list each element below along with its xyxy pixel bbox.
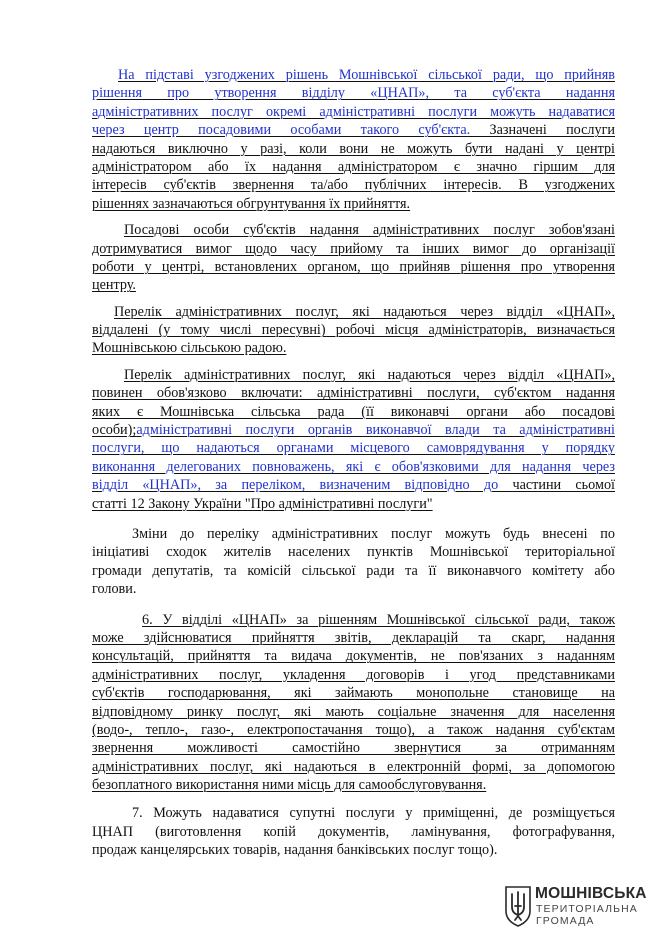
community-logo	[504, 885, 647, 927]
paragraph-5	[92, 525, 615, 599]
text-line	[92, 258, 615, 276]
text-segment: ініціативі сходок жителів населених пунктів Мошнівської територіальної	[92, 544, 615, 561]
text-segment: яких є Мошнівська сільська рада (її виконавчі органи або посадові	[92, 403, 615, 420]
text-line	[92, 841, 615, 859]
text-line	[92, 421, 615, 439]
text-line	[92, 495, 615, 513]
text-segment: частини сьомої	[512, 477, 615, 494]
text-segment: може здійснюватися прийняття звітів, декларацій та скарг, надання	[92, 629, 615, 646]
linked-text[interactable]: через центр посадовими особами такого суб'єкта.	[92, 122, 490, 139]
text-line	[92, 384, 615, 402]
text-line	[92, 276, 615, 294]
text-line	[92, 158, 615, 176]
text-segment: продаж канцелярських товарів, надання банківських послуг тощо).	[92, 842, 498, 859]
text-line	[92, 121, 615, 139]
paragraph-7	[92, 804, 615, 859]
text-line	[92, 758, 615, 776]
logo-subtitle-2: ГРОМАДА	[536, 915, 595, 927]
text-line	[92, 103, 615, 121]
linked-text[interactable]: адміністративних послуг окремі адміністративні послуги можуть надаватися	[92, 103, 615, 120]
text-segment: У відділі «ЦНАП» за рішенням Мошнівської сільської ради, також	[162, 611, 616, 628]
text-segment: суб'єктів господарювання, які займають монопольне становище на	[92, 685, 615, 702]
paragraph-4	[92, 366, 615, 513]
trident-shield-icon	[504, 885, 532, 927]
document-body	[92, 66, 615, 860]
text-segment: адміністративних послуг, укладення договорів і угод представниками	[92, 666, 615, 683]
text-segment: Перелік адміністративних послуг, які надаються через відділ «ЦНАП»,	[124, 366, 615, 383]
text-segment: Зазначені послуги	[489, 122, 615, 139]
text-segment: (водо-, тепло-, газо-, електропостачання тощо), а також надання суб'єктам	[92, 721, 615, 738]
text-line	[92, 703, 615, 721]
text-segment: Посадові особи суб'єктів надання адміністративних послуг зобов'язані	[124, 222, 615, 239]
paragraph-2	[92, 221, 615, 295]
text-segment: безоплатного використання ними місць для самообслуговування.	[92, 777, 487, 794]
logo-subtitle-1: ТЕРИТОРІАЛЬНА	[536, 903, 638, 915]
text-segment: консультацій, прийняття та видача документів, не пов'язаних з наданням	[92, 648, 615, 665]
linked-text[interactable]: послуги, що надаються органами місцевого самоврядування у порядку	[92, 440, 615, 457]
text-line	[92, 140, 615, 158]
text-line	[92, 739, 615, 757]
paragraph-6	[92, 611, 615, 795]
text-segment: віддалені (у тому числі пересувні) робочі місця адміністраторів, визначається	[92, 322, 615, 339]
text-segment: Мошнівською сільською радою.	[92, 340, 287, 357]
text-segment: 6.	[142, 611, 163, 628]
text-line	[92, 684, 615, 702]
text-line	[92, 303, 615, 321]
text-line	[92, 629, 615, 647]
text-segment: особи);	[92, 422, 137, 439]
text-segment: рішеннях зазначаються обгрунтування їх прийняття.	[92, 195, 411, 212]
text-line	[92, 543, 615, 561]
linked-text[interactable]: виконання делегованих повноважень, які є обов'язковими для надання через	[92, 458, 615, 475]
text-line	[92, 721, 615, 739]
text-segment: голови.	[92, 581, 137, 598]
text-line	[92, 611, 615, 629]
text-line	[92, 476, 615, 494]
text-line	[92, 195, 615, 213]
linked-text[interactable]: рішення про утворення відділу «ЦНАП», та суб'єкта надання	[92, 85, 615, 102]
text-line	[92, 580, 615, 598]
text-segment: інтересів суб'єктів звернення та/або публічних інтересів. В узгоджених	[92, 177, 615, 194]
text-segment: ЦНАП (виготовлення копій документів, ламінування, фотографування,	[92, 823, 615, 840]
text-segment: статті 12 Закону України "Про адміністративні послуги"	[92, 495, 433, 512]
text-line	[92, 84, 615, 102]
paragraph-1	[92, 66, 615, 213]
linked-text[interactable]: На підставі узгоджених рішень Мошнівської сільської ради, що прийняв	[118, 67, 615, 83]
text-line	[92, 776, 615, 794]
text-segment: громади депутатів, та комісій сільської ради та її виконавчого комітету або	[92, 562, 615, 579]
text-segment: дотримуватися вимог щодо часу прийому та інших вимог до організації	[92, 240, 615, 257]
text-segment: Перелік адміністративних послуг, які надаються через відділ «ЦНАП»,	[114, 303, 615, 320]
linked-text[interactable]: відділ «ЦНАП», за переліком, визначеним відповідно до	[92, 477, 513, 494]
text-segment: адміністративних послуг, які надаються в електронній формі, за допомогою	[92, 758, 615, 775]
text-line	[92, 339, 615, 357]
text-line	[92, 176, 615, 194]
text-line	[92, 66, 615, 84]
text-line	[92, 666, 615, 684]
text-segment: центру.	[92, 277, 136, 294]
text-line	[92, 562, 615, 580]
paragraph-3	[92, 303, 615, 358]
text-line	[92, 804, 615, 822]
text-segment: звернення можливості самостійно звернутися за отриманням	[92, 740, 615, 757]
text-line	[92, 439, 615, 457]
text-segment: відповідному ринку послуг, які мають соціальне значення для населення	[92, 703, 615, 720]
text-line	[92, 403, 615, 421]
text-line	[92, 321, 615, 339]
text-segment: повинен обов'язково включати: адміністративні послуги, суб'єктом надання	[92, 385, 615, 402]
text-segment: роботи у центрі, встановлених органом, що прийняв рішення про утворення	[92, 258, 615, 275]
text-line	[92, 221, 615, 239]
text-segment: Зміни до переліку адміністративних послуг можуть будь внесені по	[132, 525, 615, 542]
text-segment: адміністратором або їх надання адміністратором є значно гіршим для	[92, 158, 615, 175]
text-line	[92, 647, 615, 665]
text-line	[92, 240, 615, 258]
linked-text[interactable]: адміністративні послуги органів виконавчої влади та адміністративні	[136, 422, 615, 439]
text-line	[92, 525, 615, 543]
text-line	[92, 823, 615, 841]
text-line	[92, 366, 615, 384]
logo-title: МОШНІВСЬКА	[535, 885, 647, 902]
text-segment: надаються виключно у разі, коли вони не можуть бути надані у центрі	[92, 140, 615, 157]
text-line	[92, 458, 615, 476]
text-segment: 7. Можуть надаватися супутні послуги у приміщенні, де розміщується	[132, 805, 615, 822]
